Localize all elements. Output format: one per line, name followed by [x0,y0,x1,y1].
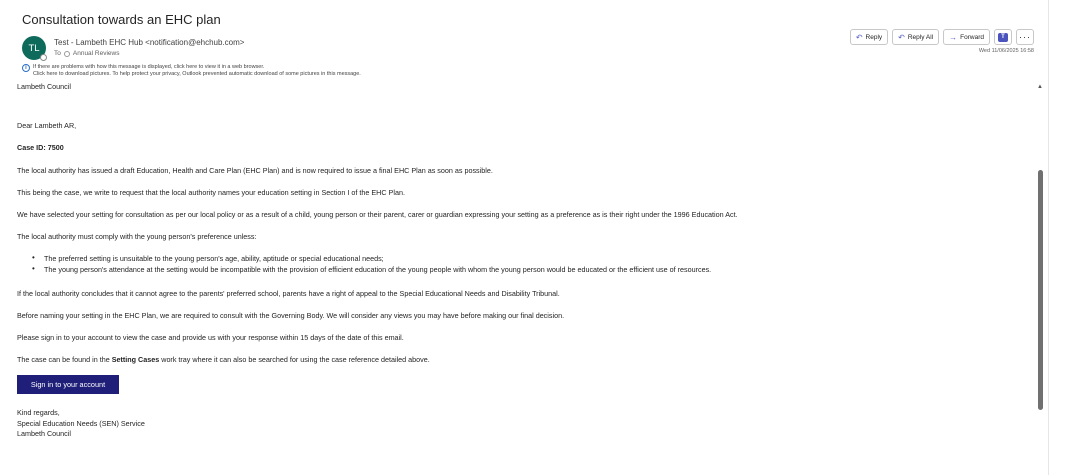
reply-icon: ↶ [855,32,863,42]
paragraph-1: The local authority has issued a draft Education, Health and Care Plan (EHC Plan) and is now required to issue a final EHC Plan as soon as possible. [17,166,493,175]
message-date: Wed 11/06/2025 16:58 [978,48,1034,54]
paragraph-8: The case can be found in the Setting Cases work tray where it can also be searched for using the case reference detailed above. [17,355,430,364]
scroll-up-arrow-icon[interactable]: ▲ [1037,84,1043,90]
recipient-status-icon [64,51,70,57]
greeting: Dear Lambeth AR, [17,121,77,130]
forward-button[interactable]: → Forward [943,29,990,45]
paragraph-4: The local authority must comply with the young person's preference unless: [17,232,257,241]
conditions-list [32,254,711,276]
sign-in-button[interactable]: Sign in to your account [17,375,119,394]
to-label: To [54,50,61,57]
body-header: Lambeth Council [17,82,71,91]
paragraph-5: If the local authority concludes that it cannot agree to the parents' preferred school, parents have a right of appeal to the Special Educational Needs and Disability Tribunal. [17,289,560,298]
case-id: Case ID: 7500 [17,143,64,152]
reply-all-icon: ↶ [898,32,905,42]
info-line-browser[interactable]: If there are problems with how this message is displayed, click here to view it in a web browser. [33,64,265,70]
message-info-banner[interactable] [22,64,361,78]
paragraph-6: Before naming your setting in the EHC Plan, we are required to consult with the Governing Body. We will consider any views you may have before making our final decision. [17,311,565,320]
closing-department: Special Education Needs (SEN) Service [17,418,145,428]
scrollbar-thumb[interactable] [1038,170,1043,410]
pane-divider [1048,0,1049,475]
list-item: • The preferred setting is unsuitable to the young person's age, ability, aptitude or special educational needs; [32,254,711,265]
closing-regards: Kind regards, [17,408,60,417]
closing-council: Lambeth Council [17,429,71,438]
presence-status-icon [40,54,47,61]
sender-address[interactable]: Test - Lambeth EHC Hub <notification@ehchub.com> [54,38,245,47]
info-line-pictures[interactable]: Click here to download pictures. To help protect your privacy, Outlook prevented automatic download of some pictures in this message. [33,71,361,77]
more-actions-button[interactable]: ··· [1016,29,1034,45]
signature [17,408,145,440]
reply-all-button[interactable]: ↶ Reply All [892,29,939,45]
reply-button[interactable]: ↶ Reply [850,29,888,45]
list-item: • The young person's attendance at the setting would be incompatible with the provision of efficient education of the young people with whom the young person would be educated or the efficient use of resources. [32,265,711,276]
email-subject: Consultation towards an EHC plan [22,12,221,27]
message-actions-toolbar [850,29,1034,45]
forward-icon: → [949,32,958,42]
to-recipient[interactable]: Annual Reviews [72,50,120,57]
teams-icon: T [998,33,1008,42]
paragraph-3: We have selected your setting for consultation as per our local policy or as a result of a child, young person or their parent, carer or guardian expressing your setting as a preference as is their right under the 1996 Education Act. [17,210,738,219]
paragraph-2: This being the case, we write to request that the local authority names your education setting in Section I of the EHC Plan. [17,188,405,197]
paragraph-7: Please sign in to your account to view the case and provide us with your response within 15 days of the date of this email. [17,333,404,342]
recipient-line [54,50,119,57]
info-icon: i [22,64,30,72]
teams-button[interactable] [994,29,1012,45]
avatar-initials: TL [28,42,40,54]
